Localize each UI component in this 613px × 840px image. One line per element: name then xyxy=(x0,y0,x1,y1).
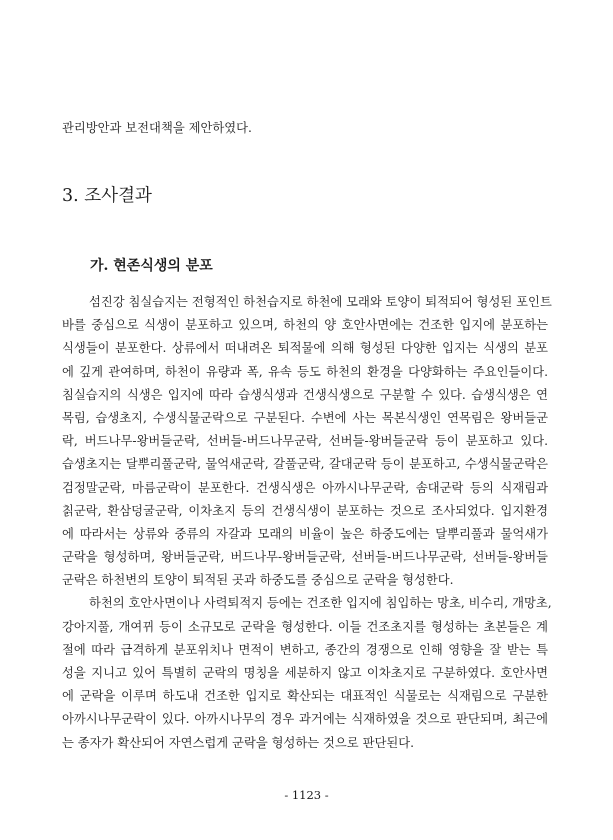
section-heading: 3. 조사결과 xyxy=(62,186,152,206)
paragraph-line: 칡군락, 환삼덩굴군락, 이차초지 등의 건생식생이 분포하는 것으로 조사되었다. 입지환경 xyxy=(62,503,548,518)
paragraph-line: 에 군락을 이루며 하도내 건조한 입지로 확산되는 대표적인 식물로는 식재림으로 구분한 xyxy=(62,689,548,704)
paragraph-2 xyxy=(62,592,552,754)
paragraph-line: 하천의 호안사면이나 사력퇴적지 등에는 건조한 입지에 침입하는 망초, 비수리, 개망초, xyxy=(89,596,552,611)
paragraph-line: 섬진강 침실습지는 전형적인 하천습지로 하천에 모래와 토양이 퇴적되어 형성된 포인트 xyxy=(89,295,552,309)
paragraph-line: 검정말군락, 마름군락이 분포한다. 건생식생은 아까시나무군락, 솜대군락 등의 식재림과 xyxy=(62,480,548,495)
page-number: - 1123 - xyxy=(284,788,329,802)
paragraph-line: 군락은 하천변의 토양이 퇴적된 곳과 하중도를 중심으로 군락을 형성한다. xyxy=(62,573,454,588)
body-text xyxy=(62,291,552,755)
paragraph-line: 바를 중심으로 식생이 분포하고 있으며, 하천의 양 호안사면에는 건조한 입지에 분포하는 xyxy=(62,318,548,333)
paragraph-line: 강아지풀, 개여뀌 등이 소규모로 군락을 형성한다. 이들 건조초지를 형성하는 초본들은 계 xyxy=(62,619,548,634)
paragraph-line: 는 종자가 확산되어 자연스럽게 군락을 형성하는 것으로 판단된다. xyxy=(62,735,414,750)
paragraph-line: 아까시나무군락이 있다. 아까시나무의 경우 과거에는 식재하였을 것으로 판단되며, 최근에 xyxy=(62,712,548,727)
paragraph-line: 침실습지의 식생은 입지에 따라 습생식생과 건생식생으로 구분할 수 있다. 습생식생은 연 xyxy=(62,387,548,402)
paragraph-line: 식생들이 분포한다. 상류에서 떠내려온 퇴적물에 의해 형성된 다양한 입지는 식생의 분포 xyxy=(62,341,548,356)
paragraph-line: 절에 따라 급격하게 분포위치나 면적이 변하고, 종간의 경쟁으로 인해 영향을 잘 받는 특 xyxy=(62,642,548,657)
subsection-heading: 가. 현존식생의 분포 xyxy=(90,258,213,274)
paragraph-line: 성을 지니고 있어 특별히 군락의 명칭을 세분하지 않고 이차초지로 구분하였다. 호안사면 xyxy=(62,666,548,680)
paragraph-line: 습생초지는 달뿌리풀군락, 물억새군락, 갈풀군락, 갈대군락 등이 분포하고, 수생식물군락은 xyxy=(62,457,548,472)
paragraph-line: 락, 버드나무-왕버들군락, 선버들-버드나무군락, 선버들-왕버들군락 등이 분포하고 있다. xyxy=(62,434,548,449)
intro-line: 관리방안과 보전대책을 제안하였다. xyxy=(62,121,252,135)
paragraph-line: 에 깊게 관여하며, 하천이 유량과 폭, 유속 등도 하천의 환경을 다양화하는 주요인들이다. xyxy=(62,364,548,379)
paragraph-line: 군락을 형성하며, 왕버들군락, 버드나무-왕버들군락, 선버들-버드나무군락, 선버들-왕버들 xyxy=(62,550,548,565)
paragraph-line: 에 따라서는 상류와 중류의 자갈과 모래의 비율이 높은 하중도에는 달뿌리풀과 물억새가 xyxy=(62,526,548,541)
paragraph-1 xyxy=(62,291,552,592)
paragraph-line: 목림, 습생초지, 수생식물군락으로 구분된다. 수변에 사는 목본식생인 연목림은 왕버들군 xyxy=(62,410,548,425)
